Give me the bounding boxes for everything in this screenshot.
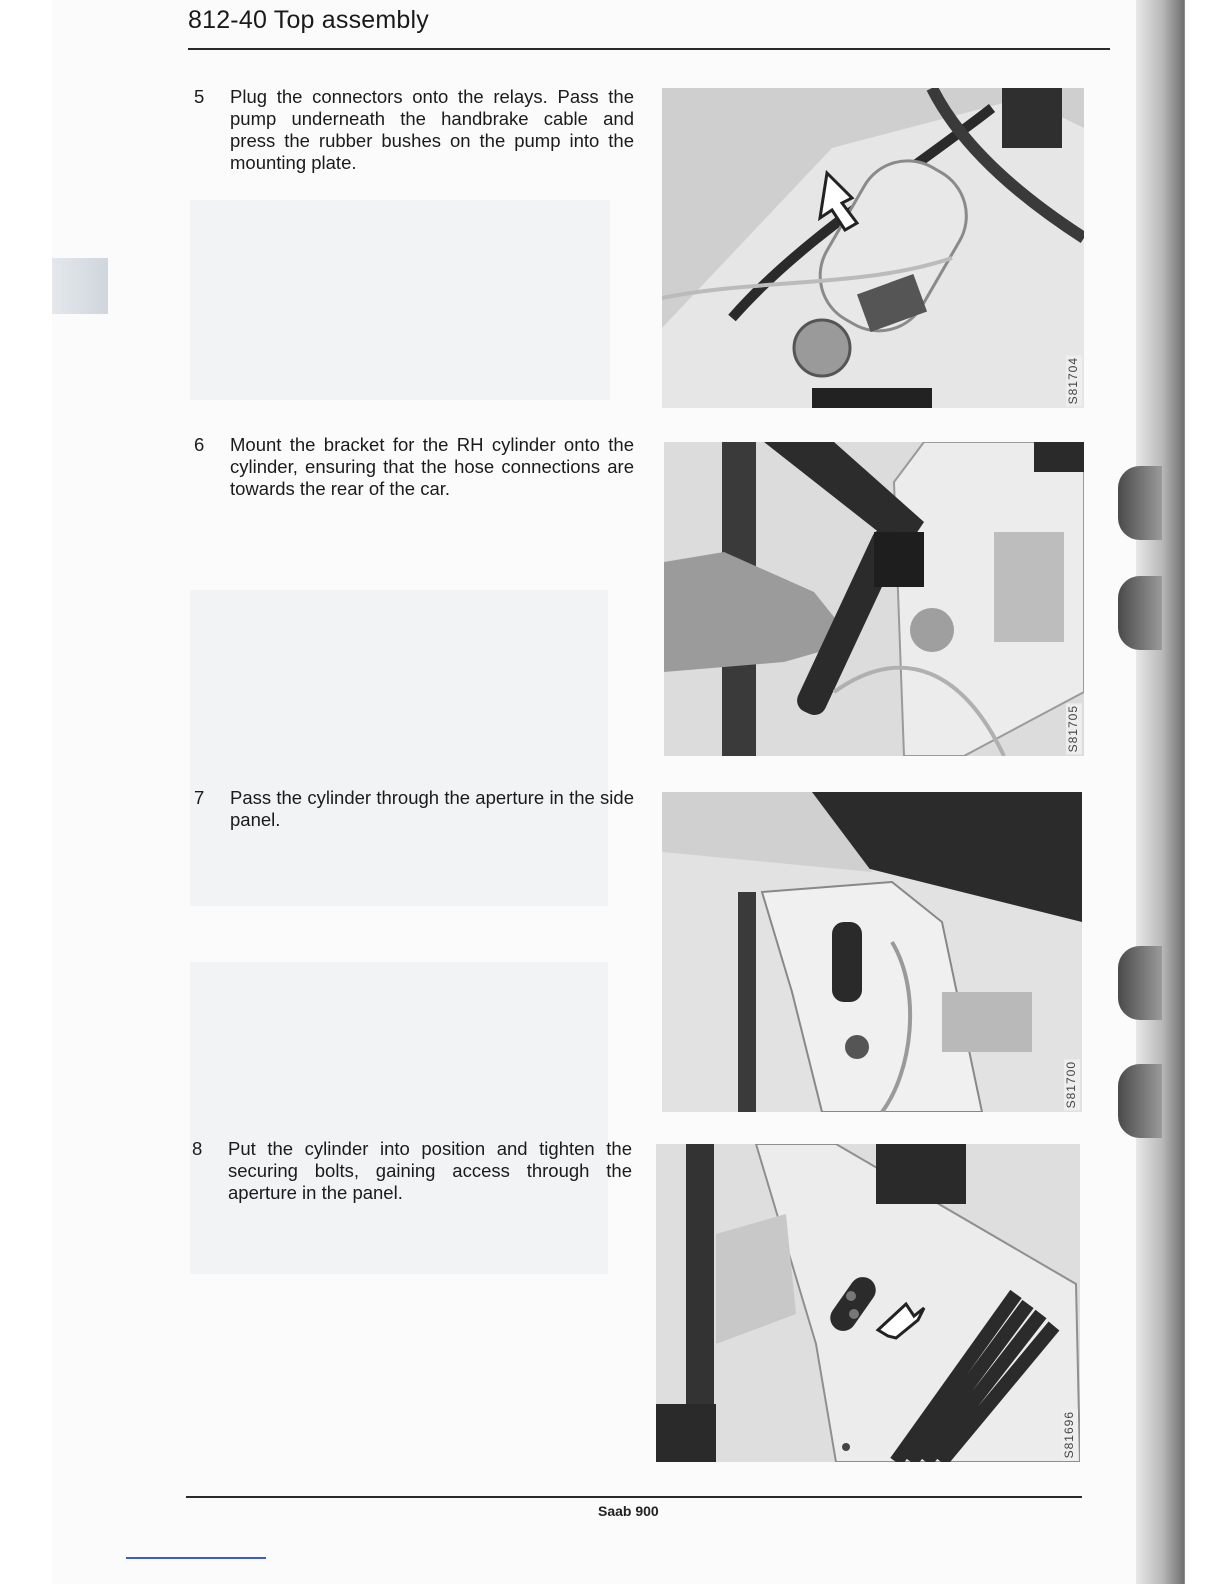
section-tab-notch bbox=[1118, 576, 1162, 650]
step-number: 5 bbox=[194, 86, 205, 107]
step-8-photo bbox=[656, 1144, 1080, 1462]
section-tab-notch bbox=[1118, 1064, 1162, 1138]
right-page-edge bbox=[1136, 0, 1224, 1584]
left-page-edge bbox=[0, 0, 52, 1584]
bleed-through-shadow bbox=[190, 590, 608, 906]
bottom-link-underline bbox=[126, 1557, 266, 1559]
bleed-through-shadow bbox=[190, 200, 610, 400]
photo-code: S81700 bbox=[1064, 1060, 1078, 1108]
section-tab-notch bbox=[1118, 946, 1162, 1020]
step-text: Put the cylinder into position and tighten the securing bolts, gaining access through the aperture in the panel. bbox=[228, 1138, 632, 1203]
footer-brand: Saab 900 bbox=[598, 1503, 659, 1519]
step-number: 6 bbox=[194, 434, 205, 455]
left-margin-tab bbox=[52, 258, 108, 314]
securing-bolts-photo-illustration bbox=[656, 1144, 1080, 1462]
footer-rule bbox=[186, 1496, 1082, 1498]
step-number: 7 bbox=[194, 787, 205, 808]
header-rule bbox=[188, 48, 1110, 50]
bleed-through-shadow bbox=[190, 962, 608, 1274]
photo-code: S81696 bbox=[1062, 1410, 1076, 1458]
step-number: 8 bbox=[192, 1138, 203, 1159]
step-text: Plug the connectors onto the relays. Pass the pump underneath the handbrake cable and press the rubber bushes on the pump into the mounting plate. bbox=[230, 86, 634, 173]
photo-code: S81705 bbox=[1066, 704, 1080, 752]
page-title: 812-40 Top assembly bbox=[188, 6, 429, 34]
pump-photo-illustration bbox=[662, 88, 1084, 408]
section-tab-notch bbox=[1118, 466, 1162, 540]
step-6-photo bbox=[664, 442, 1084, 756]
photo-code: S81704 bbox=[1066, 356, 1080, 404]
step-5-photo bbox=[662, 88, 1084, 408]
step-text: Mount the bracket for the RH cylinder onto the cylinder, ensuring that the hose connections are towards the rear of the car. bbox=[230, 434, 634, 499]
cylinder-bracket-photo-illustration bbox=[664, 442, 1084, 756]
side-panel-photo-illustration bbox=[662, 792, 1082, 1112]
step-text: Pass the cylinder through the aperture in the side panel. bbox=[230, 787, 634, 830]
step-7-photo bbox=[662, 792, 1082, 1112]
